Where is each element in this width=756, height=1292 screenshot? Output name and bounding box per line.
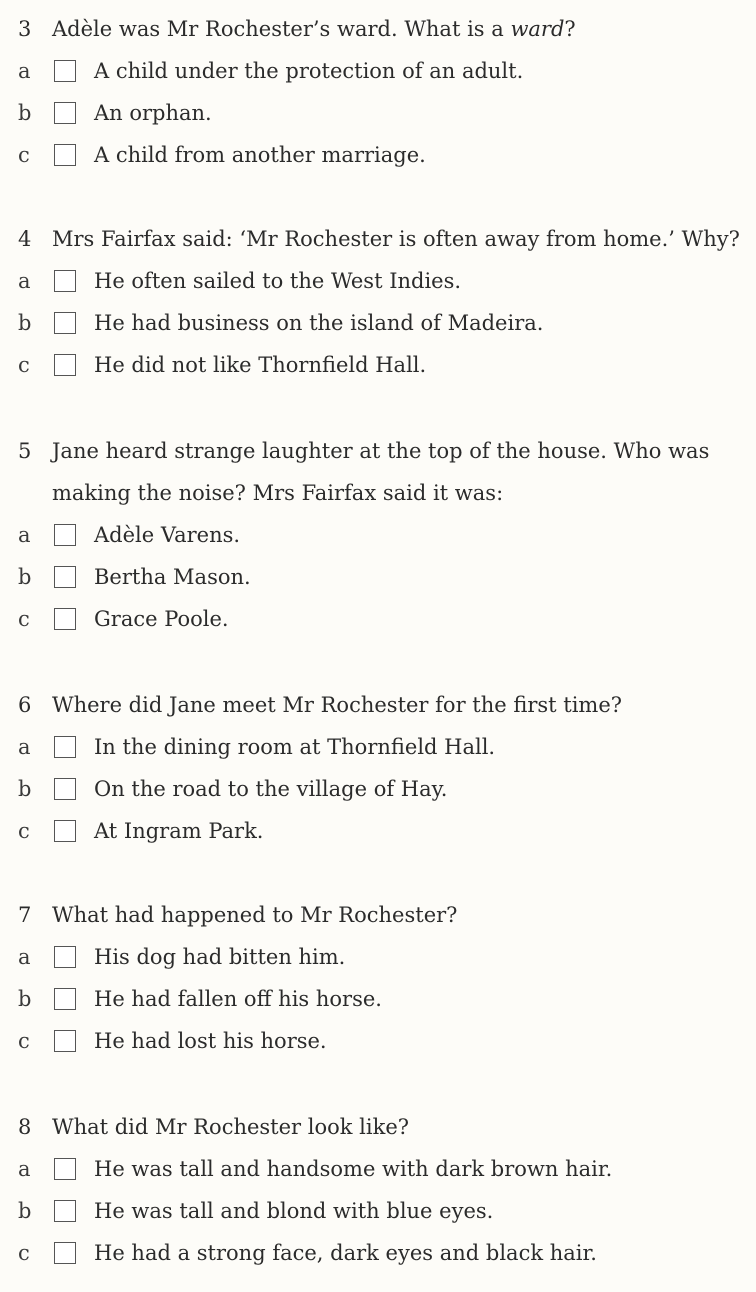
option-letter: b bbox=[18, 311, 32, 335]
question-number: 3 bbox=[18, 17, 32, 41]
option-letter: b bbox=[18, 565, 32, 589]
option-text: He had business on the island of Madeira. bbox=[94, 311, 544, 335]
option-5c[interactable] bbox=[18, 604, 229, 634]
option-text: He was tall and blond with blue eyes. bbox=[94, 1199, 494, 1223]
option-letter: b bbox=[18, 101, 32, 125]
option-text: On the road to the village of Hay. bbox=[94, 777, 448, 801]
answer-checkbox[interactable] bbox=[54, 946, 76, 968]
option-letter: c bbox=[18, 1241, 30, 1265]
option-text: His dog had bitten him. bbox=[94, 945, 346, 969]
question-number: 6 bbox=[18, 693, 32, 717]
option-letter: b bbox=[18, 1199, 32, 1223]
option-text: He often sailed to the West Indies. bbox=[94, 269, 462, 293]
option-text: An orphan. bbox=[94, 101, 212, 125]
question-text: Jane heard strange laughter at the top of the house. Who was bbox=[52, 439, 710, 463]
option-5a[interactable] bbox=[18, 520, 240, 550]
option-letter: c bbox=[18, 353, 30, 377]
answer-checkbox[interactable] bbox=[54, 354, 76, 376]
question-text: Mrs Fairfax said: ‘Mr Rochester is often away from home.’ Why? bbox=[52, 227, 740, 251]
option-5b[interactable] bbox=[18, 562, 251, 592]
question-text: What had happened to Mr Rochester? bbox=[52, 903, 458, 927]
answer-checkbox[interactable] bbox=[54, 608, 76, 630]
option-letter: a bbox=[18, 59, 31, 83]
answer-checkbox[interactable] bbox=[54, 524, 76, 546]
option-text: He had a strong face, dark eyes and black hair. bbox=[94, 1241, 597, 1265]
option-3b[interactable] bbox=[18, 98, 212, 128]
question-7-prompt bbox=[18, 900, 457, 930]
question-6-prompt bbox=[18, 690, 622, 720]
option-text: He was tall and handsome with dark brown hair. bbox=[94, 1157, 613, 1181]
question-number: 8 bbox=[18, 1115, 32, 1139]
question-8-prompt bbox=[18, 1112, 409, 1142]
option-text: He had lost his horse. bbox=[94, 1029, 327, 1053]
answer-checkbox[interactable] bbox=[54, 566, 76, 588]
option-text: A child under the protection of an adult. bbox=[94, 59, 524, 83]
option-text: Adèle Varens. bbox=[94, 523, 241, 547]
option-letter: b bbox=[18, 777, 32, 801]
option-8b[interactable] bbox=[18, 1196, 493, 1226]
answer-checkbox[interactable] bbox=[54, 1158, 76, 1180]
option-text: He had fallen off his horse. bbox=[94, 987, 382, 1011]
question-number: 7 bbox=[18, 903, 32, 927]
answer-checkbox[interactable] bbox=[54, 1030, 76, 1052]
option-letter: a bbox=[18, 735, 31, 759]
option-letter: a bbox=[18, 1157, 31, 1181]
option-letter: c bbox=[18, 143, 30, 167]
option-letter: c bbox=[18, 1029, 30, 1053]
answer-checkbox[interactable] bbox=[54, 144, 76, 166]
question-text-end: ? bbox=[564, 17, 576, 41]
answer-checkbox[interactable] bbox=[54, 820, 76, 842]
option-3a[interactable] bbox=[18, 56, 523, 86]
option-text: Bertha Mason. bbox=[94, 565, 251, 589]
option-7a[interactable] bbox=[18, 942, 345, 972]
option-letter: b bbox=[18, 987, 32, 1011]
option-3c[interactable] bbox=[18, 140, 426, 170]
question-text-italic: ward bbox=[510, 17, 565, 41]
option-text: He did not like Thornfield Hall. bbox=[94, 353, 427, 377]
option-4c[interactable] bbox=[18, 350, 426, 380]
answer-checkbox[interactable] bbox=[54, 778, 76, 800]
question-text: What did Mr Rochester look like? bbox=[52, 1115, 410, 1139]
option-letter: a bbox=[18, 523, 31, 547]
question-4-prompt bbox=[18, 224, 740, 254]
question-text: Where did Jane meet Mr Rochester for the first time? bbox=[52, 693, 623, 717]
question-5-prompt-line2: making the noise? Mrs Fairfax said it was: bbox=[52, 481, 504, 505]
answer-checkbox[interactable] bbox=[54, 102, 76, 124]
option-6c[interactable] bbox=[18, 816, 263, 846]
option-text: In the dining room at Thornfield Hall. bbox=[94, 735, 496, 759]
option-4b[interactable] bbox=[18, 308, 543, 338]
option-6a[interactable] bbox=[18, 732, 495, 762]
option-letter: a bbox=[18, 945, 31, 969]
answer-checkbox[interactable] bbox=[54, 736, 76, 758]
option-8a[interactable] bbox=[18, 1154, 612, 1184]
option-letter: c bbox=[18, 607, 30, 631]
option-letter: c bbox=[18, 819, 30, 843]
question-number: 4 bbox=[18, 227, 32, 251]
option-text: At Ingram Park. bbox=[94, 819, 264, 843]
option-6b[interactable] bbox=[18, 774, 447, 804]
question-number: 5 bbox=[18, 439, 32, 463]
answer-checkbox[interactable] bbox=[54, 60, 76, 82]
option-4a[interactable] bbox=[18, 266, 461, 296]
question-text: Adèle was Mr Rochester’s ward. What is a bbox=[52, 17, 511, 41]
answer-checkbox[interactable] bbox=[54, 270, 76, 292]
answer-checkbox[interactable] bbox=[54, 1242, 76, 1264]
answer-checkbox[interactable] bbox=[54, 312, 76, 334]
answer-checkbox[interactable] bbox=[54, 988, 76, 1010]
question-5-prompt bbox=[18, 436, 709, 466]
option-text: A child from another marriage. bbox=[94, 143, 426, 167]
question-3-prompt bbox=[18, 14, 576, 44]
option-letter: a bbox=[18, 269, 31, 293]
option-text: Grace Poole. bbox=[94, 607, 229, 631]
answer-checkbox[interactable] bbox=[54, 1200, 76, 1222]
option-8c[interactable] bbox=[18, 1238, 597, 1268]
option-7b[interactable] bbox=[18, 984, 382, 1014]
option-7c[interactable] bbox=[18, 1026, 327, 1056]
